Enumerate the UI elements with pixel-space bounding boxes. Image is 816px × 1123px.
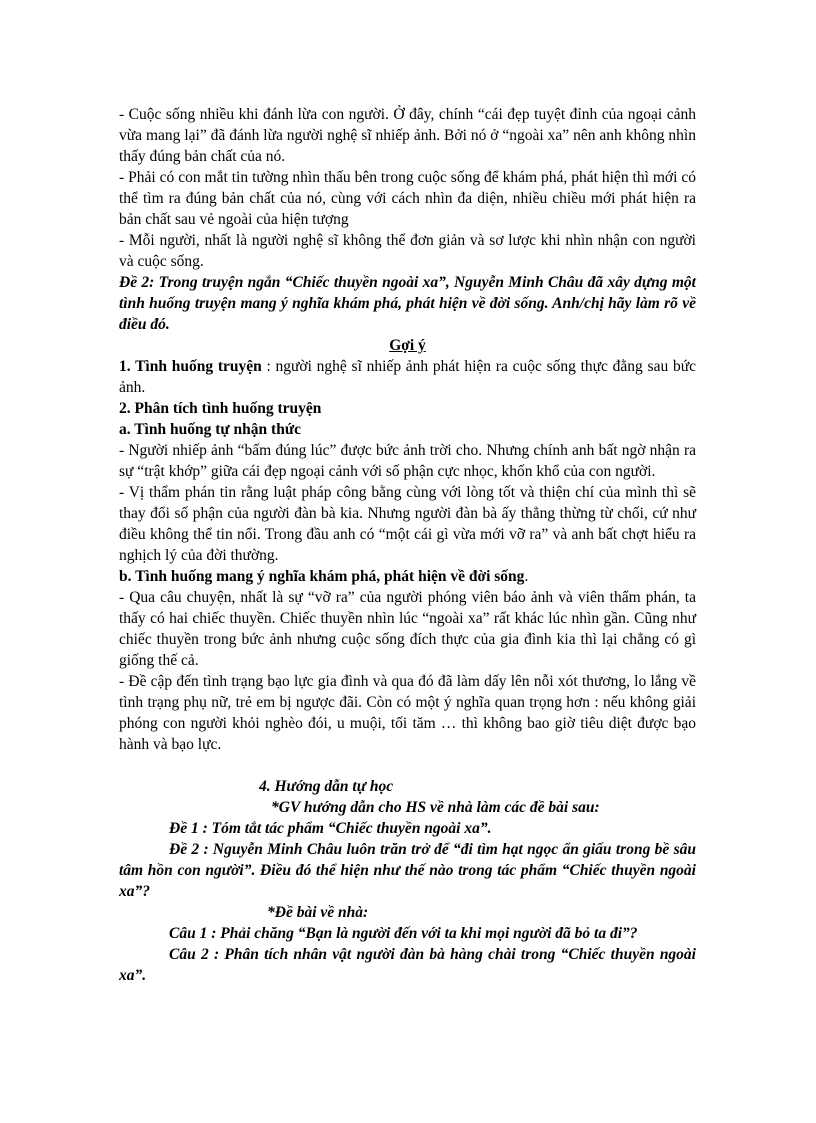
- guide-question-2: Đề 2 : Nguyễn Minh Châu luôn trăn trở để “đi tìm hạt ngọc ẩn giấu trong bề sâu tâm hồn con người”. Điều đó thể hiện như thế nào trong tác phẩm “Chiếc thuyền ngoài xa”?: [119, 841, 696, 900]
- paragraph-violence: - Đề cập đến tình trạng bạo lực gia đình và qua đó đã làm dấy lên nỗi xót thương, lo lắng về tình trạng phụ nữ, trẻ em bị ngược đãi. Còn có một ý nghĩa quan trọng hơn : nếu không giải phóng con người khỏi nghèo đói, u muội, tối tăm … thì không bao giờ tiêu diệt được bạo hành và bạo lực.: [119, 673, 696, 753]
- paragraph-artist: - Mỗi người, nhất là người nghệ sĩ không thể đơn giản và sơ lược khi nhìn nhận con người và cuộc sống.: [119, 232, 696, 270]
- section-1: [119, 356, 696, 398]
- self-study-guide: [119, 776, 696, 986]
- paragraph-insight: - Phải có con mắt tin tường nhìn thấu bên trong cuộc sống để khám phá, phát hiện thì mới có thể tìm ra đúng bản chất của nó, cùng với cách nhìn đa diện, nhiều chiều mới phát hiện ra bản chất sau vẻ ngoài của hiện tượng: [119, 169, 696, 228]
- homework-heading: *Đề bài về nhà:: [267, 904, 369, 921]
- homework-question-2: Câu 2 : Phân tích nhân vật người đàn bà hàng chài trong “Chiếc thuyền ngoài xa”.: [119, 946, 696, 984]
- section-2b-dot: .: [524, 568, 529, 585]
- hint-heading: Gợi ý: [389, 337, 426, 354]
- guide-teacher-note: *GV hướng dẫn cho HS về nhà làm các đề bài sau:: [271, 799, 600, 816]
- guide-heading: 4. Hướng dẫn tự học: [259, 778, 394, 795]
- homework-question-1: Câu 1 : Phải chăng “Bạn là người đến với ta khi mọi người đã bỏ ta đi”?: [169, 925, 638, 942]
- section-1-text: : người nghệ sĩ nhiếp ảnh phát hiện ra cuộc sống thực đằng sau bức ảnh.: [119, 358, 696, 396]
- section-2a-heading: a. Tình huống tự nhận thức: [119, 421, 302, 438]
- paragraph-photographer: - Người nhiếp ảnh “bấm đúng lúc” được bức ảnh trời cho. Nhưng chính anh bất ngờ nhận ra sự “trật khớp” giữa cái đẹp ngoại cảnh với số phận cực nhọc, khốn khổ của con người.: [119, 442, 696, 480]
- section-2b: [119, 566, 696, 587]
- section-2-heading: 2. Phân tích tình huống truyện: [119, 400, 322, 417]
- paragraph-judge: - Vị thẩm phán tin rằng luật pháp công bằng cùng với lòng tốt và thiện chí của mình thì sẽ thay đổi số phận của người đàn bà kia. Nhưng người đàn bà ấy thẳng thừng từ chối, cứ như điều không thể tin nổi. Trong đầu anh có “một cái gì vừa mới vỡ ra” và anh bất chợt hiểu ra nghịch lý của đời thường.: [119, 484, 696, 564]
- section-1-label: 1. Tình huống truyện: [119, 358, 262, 375]
- guide-question-1: Đề 1 : Tóm tắt tác phẩm “Chiếc thuyền ngoài xa”.: [169, 820, 492, 837]
- paragraph-two-boats: - Qua câu chuyện, nhất là sự “vỡ ra” của người phóng viên báo ảnh và viên thẩm phán, ta thấy có hai chiếc thuyền. Chiếc thuyền nhìn lúc “ngoài xa” rất khác lúc nhìn gần. Cũng như chiếc thuyền trong bức ảnh nhưng cuộc sống đích thực của gia đình kia thì lại chẳng có gì giống thế cả.: [119, 589, 696, 669]
- paragraph-deception: - Cuộc sống nhiều khi đánh lừa con người. Ở đây, chính “cái đẹp tuyệt đỉnh của ngoại cảnh vừa mang lại” đã đánh lừa người nghệ sĩ nhiếp ảnh. Bởi nó ở “ngoài xa” nên anh không nhìn thấy đúng bản chất của nó.: [119, 106, 696, 165]
- section-2b-heading: b. Tình huống mang ý nghĩa khám phá, phát hiện về đời sống: [119, 568, 525, 585]
- exam-question-2: Đề 2: Trong truyện ngắn “Chiếc thuyền ngoài xa”, Nguyễn Minh Châu đã xây dựng một tình huống truyện mang ý nghĩa khám phá, phát hiện về đời sống. Anh/chị hãy làm rõ về điều đó.: [119, 274, 696, 333]
- document-body: [119, 104, 696, 986]
